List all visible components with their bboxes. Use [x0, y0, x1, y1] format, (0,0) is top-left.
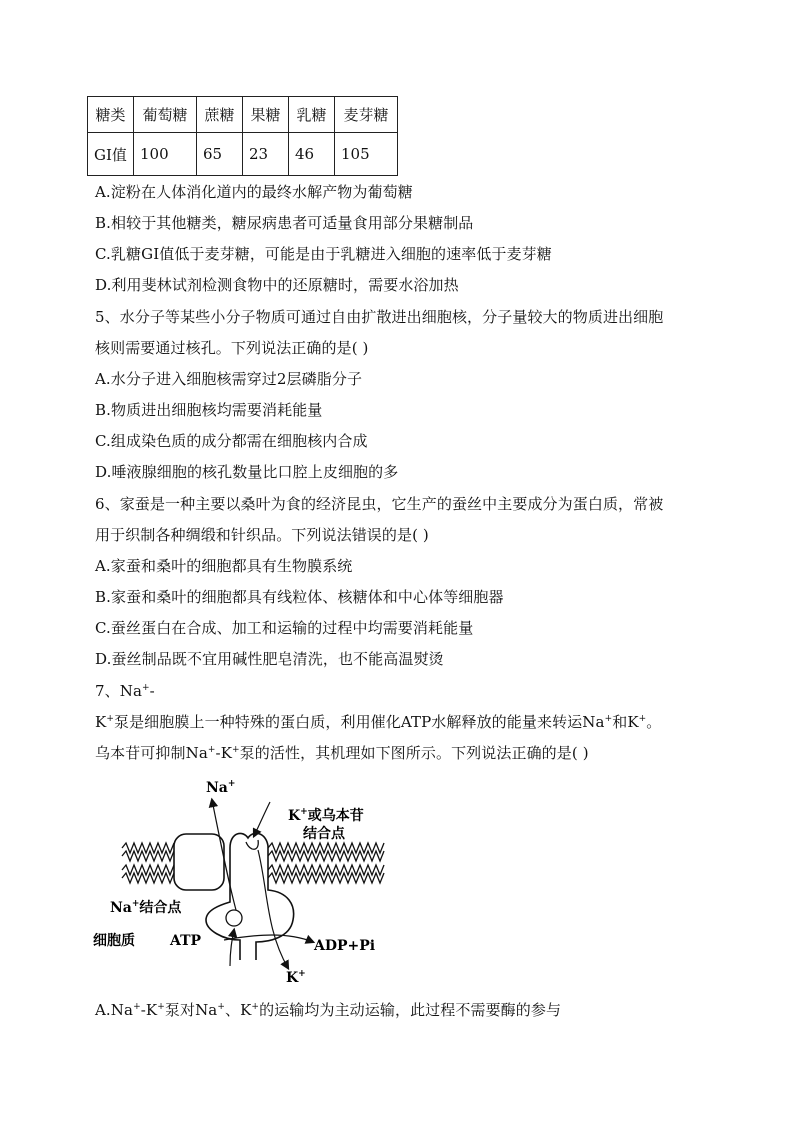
q5-stem-line-1: 5、水分子等某些小分子物质可通过自由扩散进出细胞核，分子量较大的物质进出细胞 — [95, 308, 664, 326]
table-cell: 46 — [289, 133, 335, 176]
q5-option-a: A.水分子进入细胞核需穿过2层磷脂分子 — [95, 370, 363, 388]
label-cytoplasm: 细胞质 — [93, 933, 135, 949]
table-cell: 65 — [197, 133, 243, 176]
channel-protein — [174, 834, 224, 890]
q6-stem-line-1: 6、家蚕是一种主要以桑叶为食的经济昆虫，它生产的蚕丝中主要成分为蛋白质，常被 — [95, 495, 664, 513]
q5-option-d: D.唾液腺细胞的核孔数量比口腔上皮细胞的多 — [95, 463, 399, 481]
table-cell: 105 — [335, 133, 398, 176]
q7-option-a: A.Na+-K+泵对Na+、K+的运输均为主动运输，此过程不需要酶的参与 — [95, 1001, 562, 1019]
lipid-tail — [268, 873, 384, 883]
table-cell: 乳糖 — [289, 97, 335, 133]
q5-option-b: B.物质进出细胞核均需要消耗能量 — [95, 401, 323, 419]
q6-option-b: B.家蚕和桑叶的细胞都具有线粒体、核糖体和中心体等细胞器 — [95, 588, 504, 606]
label-adp: ADP+Pi — [314, 938, 376, 954]
table-row — [88, 133, 398, 176]
na-k-pump-diagram — [93, 770, 408, 990]
lipid-tail — [268, 843, 384, 853]
na-binding-site — [226, 910, 242, 926]
table-cell: 葡萄糖 — [134, 97, 197, 133]
table-cell: 100 — [134, 133, 197, 176]
q6-option-a: A.家蚕和桑叶的细胞都具有生物膜系统 — [95, 557, 353, 575]
q4-option-d: D.利用斐林试剂检测食物中的还原糖时，需要水浴加热 — [95, 276, 459, 294]
lipid-tail — [268, 851, 384, 861]
label-na-top: Na+ — [206, 779, 236, 796]
table-cell: 麦芽糖 — [335, 97, 398, 133]
table-cell: 蔗糖 — [197, 97, 243, 133]
q7-stem-line-2: 乌本苷可抑制Na+-K+泵的活性，其机理如下图所示。下列说法正确的是( ) — [95, 744, 589, 762]
q5-stem-line-2: 核则需要通过核孔。下列说法正确的是( ) — [95, 339, 369, 357]
table-cell: 23 — [243, 133, 289, 176]
table-header-row — [88, 97, 398, 133]
q4-option-c: C.乳糖GI值低于麦芽糖，可能是由于乳糖进入细胞的速率低于麦芽糖 — [95, 245, 552, 263]
lipid-tail — [268, 865, 384, 875]
label-na-site: Na+结合点 — [110, 899, 182, 916]
q6-option-c: C.蚕丝蛋白在合成、加工和运输的过程中均需要消耗能量 — [95, 619, 474, 637]
label-k-site: K+或乌本苷 — [288, 807, 364, 824]
q7-number: 7、Na+- — [95, 682, 155, 700]
label-binding-site: 结合点 — [303, 826, 345, 842]
q7-stem-line-1: K+泵是细胞膜上一种特殊的蛋白质，利用催化ATP水解释放的能量来转运Na+和K+。 — [95, 713, 662, 731]
q5-option-c: C.组成染色质的成分都需在细胞核内合成 — [95, 432, 368, 450]
table-cell: 糖类 — [88, 97, 134, 133]
k-arrow-in — [254, 802, 270, 836]
q4-option-a: A.淀粉在人体消化道内的最终水解产物为葡萄糖 — [95, 183, 413, 201]
label-atp: ATP — [170, 933, 202, 949]
table-cell: GI值 — [88, 133, 134, 176]
label-k-bottom: K+ — [286, 969, 306, 986]
q6-option-d: D.蚕丝制品既不宜用碱性肥皂清洗，也不能高温熨烫 — [95, 650, 444, 668]
gi-table — [87, 96, 398, 176]
q6-stem-line-2: 用于织制各种绸缎和针织品。下列说法错误的是( ) — [95, 526, 429, 544]
q4-option-b: B.相较于其他糖类，糖尿病患者可适量食用部分果糖制品 — [95, 214, 474, 232]
table-cell: 果糖 — [243, 97, 289, 133]
